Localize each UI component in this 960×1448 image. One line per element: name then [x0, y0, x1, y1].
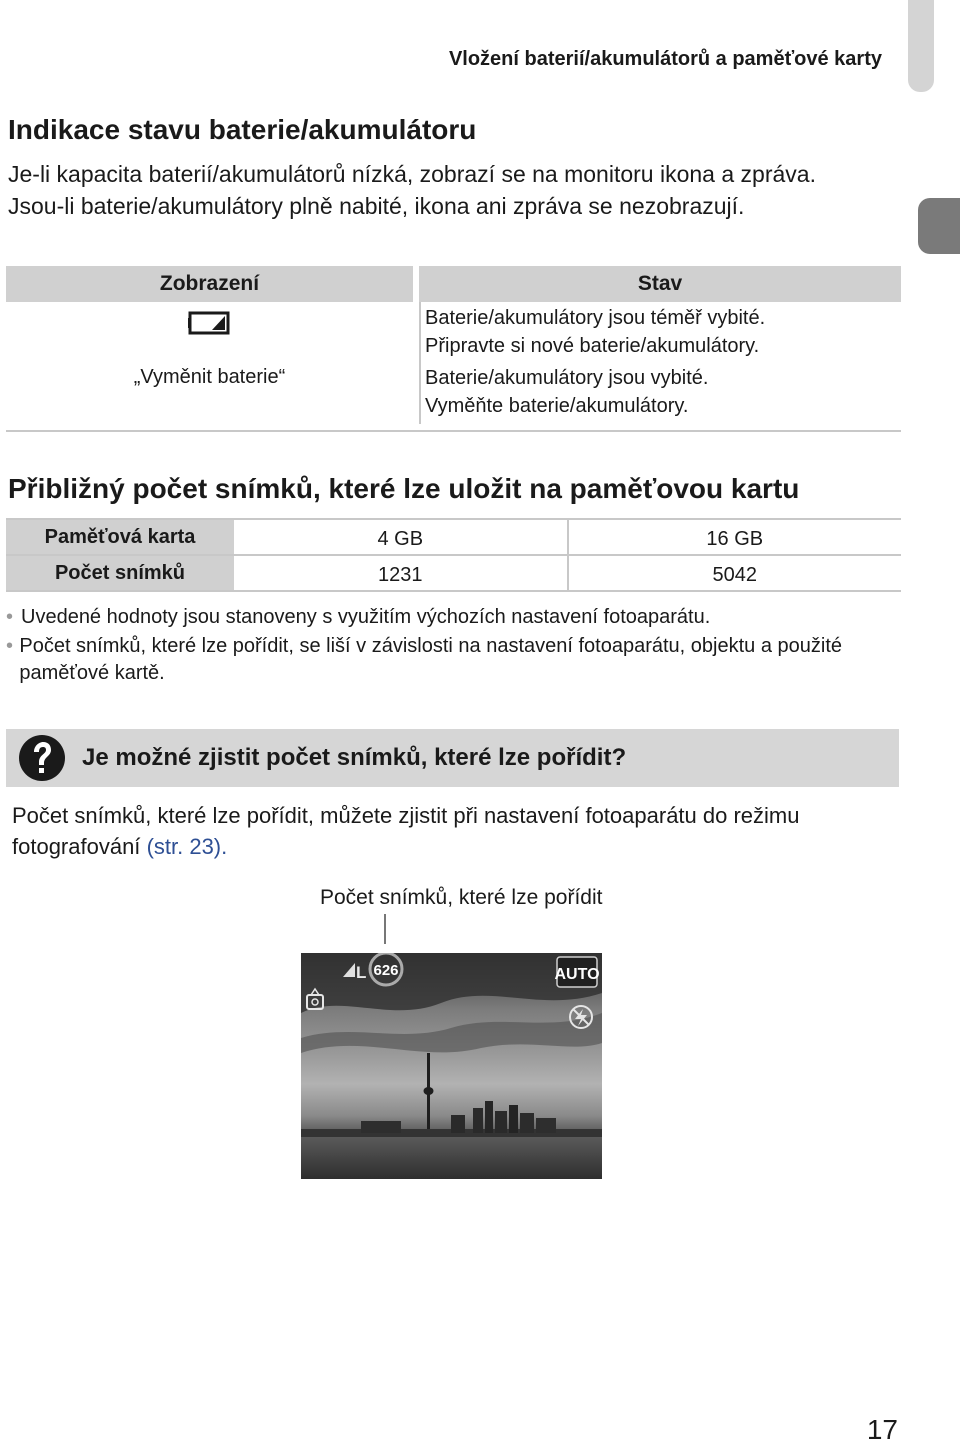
table-cell: 5042 — [567, 556, 902, 590]
mode-auto-badge — [554, 957, 599, 987]
screen-caption: Počet snímků, které lze pořídit — [320, 886, 603, 909]
battery-display-cell — [6, 302, 413, 362]
running-head: Vložení baterií/akumulátorů a paměťové karty — [448, 48, 882, 70]
page-reference-link[interactable]: (str. 23). — [146, 834, 228, 859]
battery-display-cell — [6, 362, 413, 424]
status-line: Připravte si nové baterie/akumulátory. — [425, 335, 760, 357]
card-section-title: Přibližný počet snímků, které lze uložit na paměťovou kartu — [8, 473, 800, 504]
table-cell: 16 GB — [567, 520, 902, 554]
shots-remaining-readout: 626 — [373, 962, 399, 979]
table-cell: 4 GB — [377, 528, 424, 550]
page-number: 17 — [866, 1414, 898, 1445]
col-header-display: Zobrazení — [6, 266, 413, 302]
row-label-card: Paměťová karta — [6, 520, 234, 554]
status-line: Baterie/akumulátory jsou vybité. — [425, 367, 709, 389]
card-capacity-table — [6, 518, 901, 592]
list-item: • Počet snímků, které lze pořídit, se liší v závislosti na nastavení fotoaparátu, objektu a použité paměťové kartě. — [6, 635, 843, 684]
table-cell: 1231 — [378, 564, 423, 586]
mode-label: AUTO — [554, 966, 600, 983]
battery-status-cell — [421, 362, 901, 424]
table-row — [6, 302, 901, 362]
camera-screen-photo — [301, 953, 602, 1179]
faq-question: Je možné zjistit počet snímků, které lze pořídit? — [82, 744, 627, 771]
chapter-tab-marker — [918, 198, 960, 254]
table-row — [6, 362, 901, 424]
city-skyline-image — [301, 953, 602, 1179]
faq-header-bar — [6, 729, 899, 787]
col-header-status: Stav — [419, 266, 901, 302]
table-row — [6, 518, 901, 556]
battery-status-table — [6, 266, 901, 432]
faq-answer: Počet snímků, které lze pořídit, můžete zjistit při nastavení fotoaparátu do režimu fotografování (str. 23). — [12, 803, 800, 859]
question-icon — [18, 734, 66, 782]
list-item: • Uvedené hodnoty jsou stanoveny s využitím výchozích nastavení fotoaparátu. — [6, 606, 711, 628]
battery-intro-text: Je-li kapacita baterií/akumulátorů nízká, zobrazí se na monitoru ikona a zpráva. Jsou-li baterie/akumulátory plně nabité, ikona ani zpráva se nezobrazují. — [8, 161, 816, 219]
row-label-shots: Počet snímků — [6, 556, 234, 590]
status-line: Vyměňte baterie/akumulátory. — [425, 395, 689, 417]
battery-status-cell — [421, 302, 901, 362]
chapter-tab-top — [908, 0, 934, 92]
battery-low-icon — [188, 310, 232, 336]
resolution-label: L — [356, 963, 367, 982]
battery-section-title: Indikace stavu baterie/akumulátoru — [8, 114, 477, 145]
table-row — [6, 556, 901, 592]
battery-table-header — [6, 266, 901, 302]
card-notes — [6, 604, 886, 689]
callout-line — [384, 914, 386, 944]
status-line: Baterie/akumulátory jsou téměř vybité. — [425, 307, 766, 329]
replace-battery-message: „Vyměnit baterie“ — [133, 366, 286, 388]
